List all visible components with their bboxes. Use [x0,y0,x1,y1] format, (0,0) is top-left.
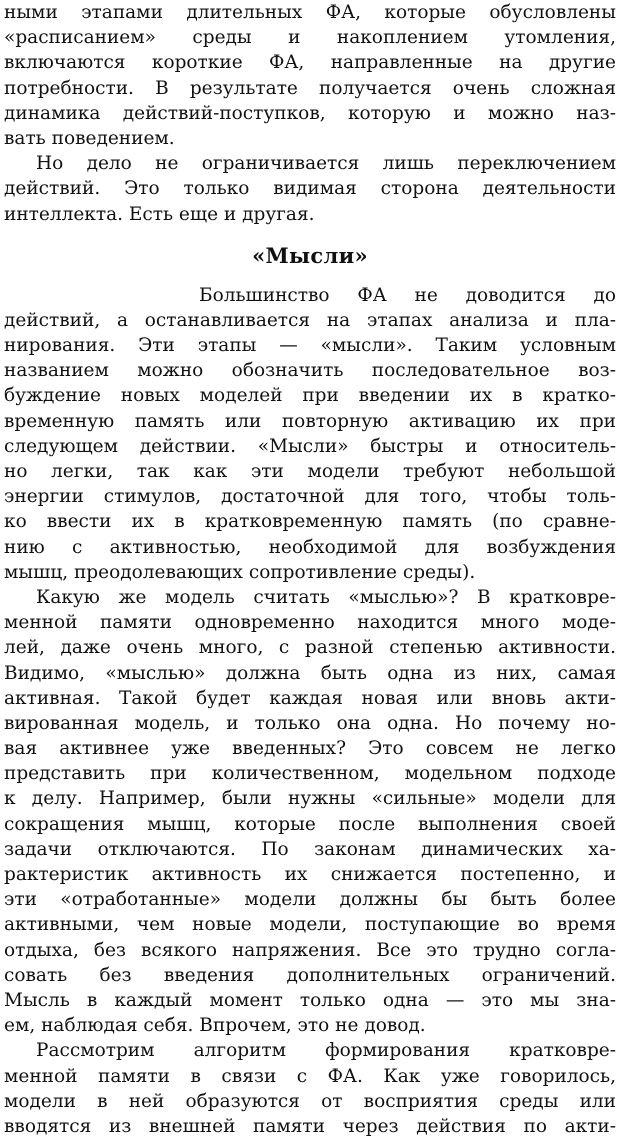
text-line: рактеристик активность их снижается постепенно, и [4,864,616,885]
text-line: названием можно обозначить последовательное воз- [4,360,616,382]
text-line: мышц, преодолевающих сопротивление среды). [4,561,476,583]
text-line: вая активнее уже введенных? Это совсем не легко [4,738,616,760]
text-line: активными, чем новые модели, поступающие во время [4,914,616,936]
text-line: Видимо, «мыслью» должна быть одна из них, самая [4,662,616,684]
text-line: включаются короткие ФА, направленные на другие [4,52,616,74]
text-line: буждение новых моделей при введении их в кратко- [4,385,616,407]
text-line: вать поведением. [4,127,175,149]
paragraph-algorithm [4,1038,616,1139]
text-line: задачи отключаются. По законам динамических ха- [4,838,616,860]
text-line: лей, даже очень много, с разной степенью активности. [4,637,616,659]
text-line: потребности. В результате получается очень сложная [4,77,616,99]
section-heading: «Мысли» [252,242,368,268]
text-line: действий, а останавливается на этапах анализа и пла- [4,309,616,331]
paragraph-switching [4,151,616,227]
text-line: но легки, так как эти модели требуют небольшой [4,461,616,482]
text-line: интеллекта. Есть еще и другая. [4,203,315,225]
text-line: ко ввести их в кратковременную память (по сравне- [4,511,616,533]
paragraph-thoughts-intro [4,283,616,585]
text-line: действий. Это только видимая сторона деятельности [4,178,616,200]
paragraph-which-model [4,585,616,1038]
text-line: к делу. Например, были нужны «сильные» модели для [4,788,616,810]
text-line: вированная модель, и только она одна. Но почему но- [4,712,616,734]
text-line: менной памяти одновременно находится много моде- [4,612,616,634]
text-line: следующем действии. «Мысли» быстры и относитель- [4,435,616,457]
text-line: модели в ней образуются от восприятия среды или [4,1090,616,1112]
text-line: «расписанием» среды и накоплением утомления, [4,27,616,49]
text-line: нию с активностью, необходимой для возбуждения [4,536,616,558]
text-line: Мысль в каждый момент только одна — это мы зна- [4,989,616,1011]
text-line: активная. Такой будет каждая новая или вновь акти- [4,687,616,709]
text-line: Какую же модель считать «мыслью»? В кратковре- [36,586,616,608]
paragraph-continuation [4,0,616,151]
text-line: нирования. Эти этапы — «мысли». Таким условным [4,335,616,357]
text-line: ными этапами длительных ФА, которые обусловлены [4,2,616,23]
text-line: представить при количественном, модельном подходе [4,763,616,785]
text-line: временную память или повторную активацию их при [4,410,616,432]
text-line: Рассмотрим алгоритм формирования кратковре- [36,1040,616,1062]
text-line: Большинство ФА не доводится до [199,284,616,306]
text-line: эти «отработанные» модели должны бы быть более [4,889,616,911]
text-line: вводятся из внешней памяти через действия по акти- [4,1115,616,1137]
text-line: ем, наблюдая себя. Впрочем, это не довод. [4,1015,426,1037]
book-page [4,0,616,1139]
text-line: отдыха, без всякого напряжения. Все это трудно согла- [4,939,616,961]
text-line: динамика действий-поступков, которую и можно наз- [4,102,616,124]
text-line: сокращения мышц, которые после выполнения своей [4,813,616,835]
text-line: менной памяти в связи с ФА. Как уже говорилось, [4,1065,616,1087]
text-line: совать без введения дополнительных ограничений. [4,964,616,986]
text-line: Но дело не ограничивается лишь переключением [36,153,616,175]
text-line: энергии стимулов, достаточной для того, чтобы толь- [4,486,616,508]
